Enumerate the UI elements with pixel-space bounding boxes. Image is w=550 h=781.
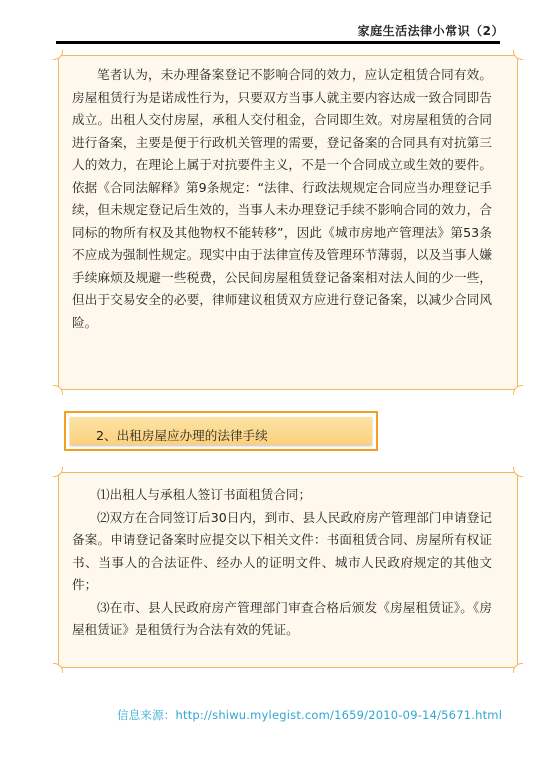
box-corner [513,467,523,477]
section-heading: 2、出租房屋应办理的法律手续 [96,428,268,443]
box-corner [513,385,523,395]
section-heading-fill [70,417,372,445]
list-item: ⑶在市、县人民政府房产管理部门审查合格后颁发《房屋租赁证》。《房屋租赁证》是租赁行为合法有效的凭证。 [72,599,492,637]
box-corner [53,50,63,60]
source-link[interactable]: 信息来源：http://shiwu.mylegist.com/1659/2010-09-14/5671.html [117,708,503,722]
box-corner [513,663,523,673]
box-corner [53,467,63,477]
box2-content [72,484,492,642]
box-corner [53,663,63,673]
box-corner [53,385,63,395]
section-heading-box [64,411,378,451]
header-rule [56,41,500,44]
list-item: ⑴出租人与承租人签订书面租赁合同； [97,487,312,502]
page-header-title: 家庭生活法律小常识（2） [357,24,504,38]
box-corner [513,50,523,60]
box1-paragraph: 笔者认为，未办理备案登记不影响合同的效力，应认定租赁合同有效。房屋租赁行为是诺成性行为，只要双方当事人就主要内容达成一致合同即告成立。出租人交付房屋，承租人交付租金，合同即生效。对房屋租赁的合同进行备案，主要是便于行政机关管理的需要，登记备案的合同具有对抗第三人的效力，在理论上属于对抗要件主义，不是一个合同成立或生效的要件。依据《合同法解释》第9条规定：“法律、行政法规规定合同应当办理登记手续，但未规定登记后生效的，当事人未办理登记手续不影响合同的效力，合同标的物所有权及其他物权不能转移”，因此《城市房地产管理法》第53条不应成为强制性规定。现实中由于法律宣传及管理环节薄弱，以及当事人嫌手续麻烦及规避一些税费，公民间房屋租赁登记备案相对法人间的少一些，但出于交易安全的必要，律师建议租赁双方应进行登记备案，以减少合同风险。 [72,67,492,330]
list-item: ⑵双方在合同签订后30日内，到市、县人民政府房产管理部门申请登记备案。申请登记备案时应提交以下相关文件：书面租赁合同、房屋所有权证书、当事人的合法证件、经办人的证明文件、城市人民政府规定的其他文件； [72,509,492,592]
